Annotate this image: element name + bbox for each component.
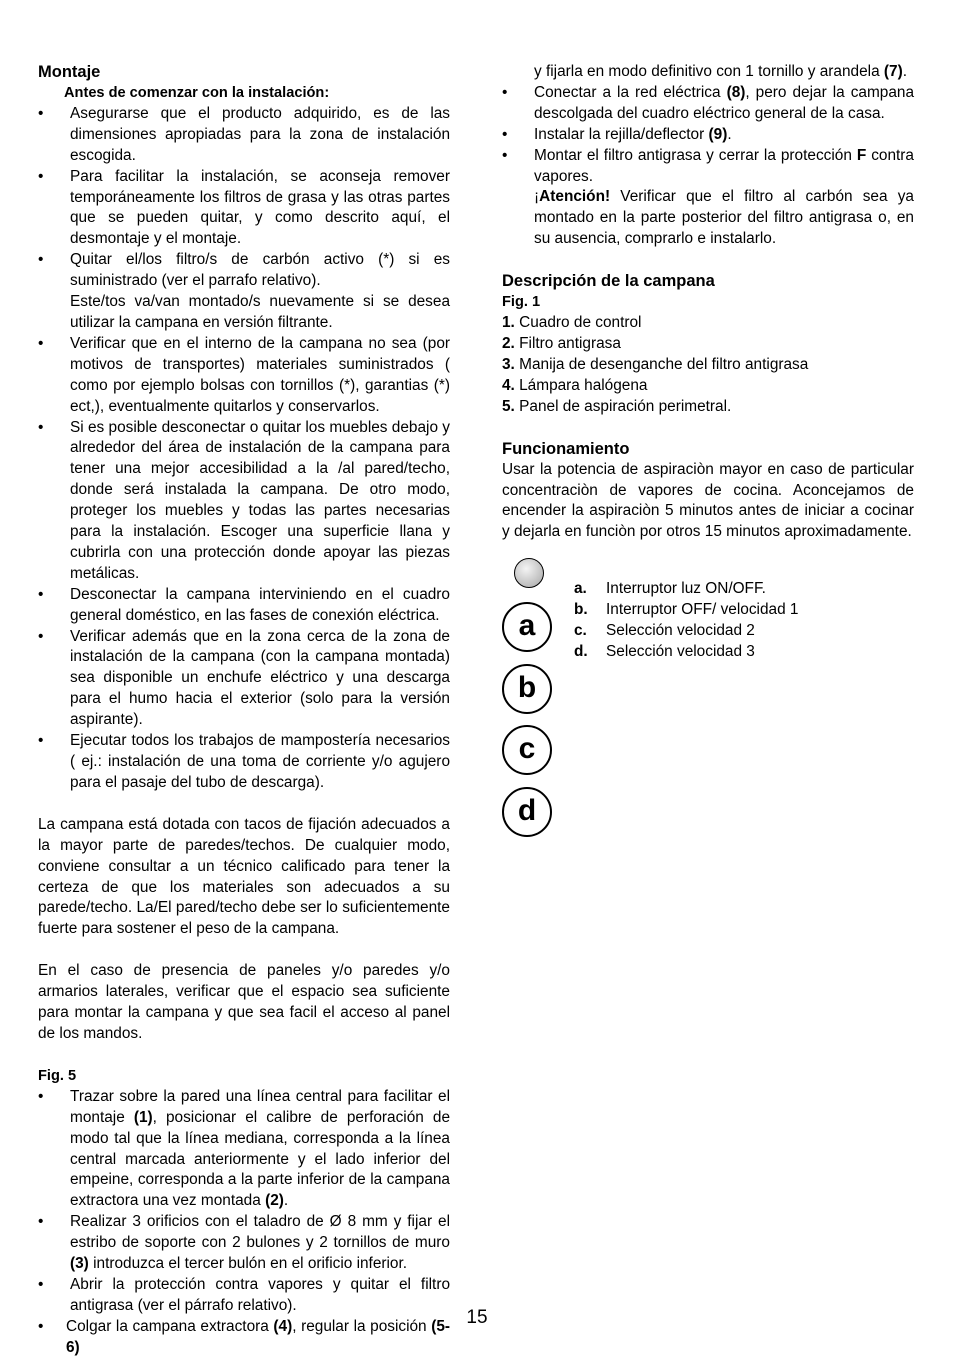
left-column [38, 62, 450, 1359]
continued-text: y fijarla en modo definitivo con 1 tornillo y arandela (7). [534, 63, 907, 80]
operation-heading: Funcionamiento [502, 439, 630, 458]
list-item: 3. Manija de desenganche del filtro antigrasa [502, 355, 809, 373]
list-item [38, 627, 450, 732]
fig5-label: Fig. 5 [38, 1067, 77, 1084]
list-item: 5. Panel de aspiración perimetral. [502, 397, 732, 415]
list-item: 2. Filtro antigrasa [502, 334, 621, 352]
montaje-subheading: Antes de comenzar con la instalación: [64, 85, 330, 101]
description-heading: Descripción de la campana [502, 272, 715, 291]
bullet-text: Para facilitar la instalación, se aconseja remover temporáneamente los filtros de grasa y las otras partes que se pueden quitar, y como descrito aquí, el desmontaje y el montaje. [70, 167, 450, 248]
montaje-bullet-list [38, 104, 450, 794]
list-item [38, 250, 450, 334]
button-d-icon: d [502, 787, 552, 837]
bullet-text: Ejecutar todos los trabajos de mampostería necesarios ( ej.: instalación de una toma de corriente y/o agujero para el pasaje del tubo de descarga). [70, 732, 450, 791]
buttons-legend [574, 579, 798, 663]
bullet-text: Quitar el/los filtro/s de carbón activo (*) si es suministrado (ver el parrafo relativo). [70, 251, 450, 290]
light-indicator-icon [514, 558, 544, 588]
list-item: • Colgar la campana extractora (4), regular la posición (5-6) [38, 1317, 450, 1359]
legend-row: d. Selección velocidad 3 [574, 642, 755, 660]
list-item: • Realizar 3 orificios con el taladro de Ø 8 mm y fijar el estribo de soporte con 2 bulones y 2 tornillos de muro (3) introduzca el tercer bulón en el orificio inferior. [38, 1212, 450, 1275]
list-item: • Abrir la protección contra vapores y quitar el filtro antigrasa (ver el párrafo relativo). [38, 1275, 450, 1317]
page-number: 15 [466, 1307, 488, 1328]
bullet-text: Verificar además que en la zona cerca de la zona de instalación de la campana (con la campana montada) sea disponible un enchufe eléctrico y una descarga para el humo hacia el exterior (solo para la versión aspirante). [70, 627, 450, 729]
fig1-label: Fig. 1 [502, 294, 541, 311]
bullet-text: Si es posible desconectar o quitar los muebles debajo y alrededor del área de instalación de la campana para tener una mejor accesibilidad a la /al pared/techo, donde será instalada la campana. De otro modo, proteger los muebles y todas las partes necesarias para la instalación. Escoger una superficie llana y cubrirla con una protección donde apoyar las piezas metálicas. [70, 418, 450, 582]
fixing-paragraph: La campana está dotada con tacos de fijación adecuados a la mayor parte de paredes/techos. De cualquier modo, conviene consultar a un técnico calificado para tener la certeza de que los materiales son adecuados a su parede/techo. La/El pared/techo debe ser lo suficientemente fuerte para sostener el peso de la campana. [38, 815, 450, 938]
button-c-icon: c [502, 725, 552, 775]
list-item [38, 104, 450, 167]
list-item: • Conectar a la red eléctrica (8), pero dejar la campana descolgada del cuadro eléctrico general de la casa. [502, 83, 914, 125]
side-panels-paragraph: En el caso de presencia de paneles y/o paredes y/o armarios laterales, verificar que el espacio sea suficiente para montar la campana y que sea facil el acceso al panel de los mandos. [38, 962, 450, 1042]
bullet-text: Verificar que en el interno de la campana no sea (por motivos de transportes) materiales suministrados ( como por ejemplo bolsas con tornillos (*), garantias (*) ect,), eventualmente quitarlos y conservarlos. [70, 334, 450, 415]
list-item [38, 418, 450, 585]
list-item: • Trazar sobre la pared una línea central para facilitar el montaje (1), posicionar el calibre de perforación de modo tal que la línea mediana, corresponda a la línea central marcada anteriormente y el lado inferior del empeine, corresponda a la parte inferior de la campana extractora una vez montada (2). [38, 1087, 450, 1212]
button-b-icon: b [502, 664, 552, 714]
attention-note: ¡Atención! Verificar que el filtro al carbón sea ya montado en la parte posterior del filtro antigrasa o, en su ausencia, comprarlo e instalarlo. [534, 188, 914, 248]
installation-bullet-list [502, 83, 914, 250]
legend-row: c. Selección velocidad 2 [574, 621, 755, 639]
operation-paragraph: Usar la potencia de aspiraciòn mayor en caso de particular concentraciòn de vapores de cocina. Aconcejamos de encender la aspiraciòn 5 minutos antes de iniciar a cocinar y dejarla en funciòn por otros 15 minutos aproximadamente. [502, 460, 914, 541]
legend-row: a. Interruptor luz ON/OFF. [574, 580, 766, 597]
list-item [38, 585, 450, 627]
legend-row: b. Interruptor OFF/ velocidad 1 [574, 600, 799, 618]
montaje-heading: Montaje [38, 63, 101, 81]
right-column [502, 62, 914, 543]
list-item [38, 167, 450, 251]
bullet-text: Desconectar la campana interviniendo en el cuadro general doméstico, en las fases de conexión eléctrica. [70, 585, 450, 624]
list-item: • Montar el filtro antigrasa y cerrar la protección F contra vapores. ¡Atención! Verificar que el filtro al carbón sea ya montado en la parte posterior del filtro antigrasa o, en su ausencia, comprarlo e instalarlo. [502, 146, 914, 251]
list-item: • Instalar la rejilla/deflector (9). [502, 125, 914, 146]
parts-list [502, 313, 914, 418]
list-item: 4. Lámpara halógena [502, 376, 648, 394]
list-item [38, 334, 450, 418]
list-item [38, 731, 450, 794]
bullet-extra-text: Este/tos va/van montado/s nuevamente si se desea utilizar la campana en versión filtrante. [70, 293, 450, 331]
list-item: 1. Cuadro de control [502, 314, 642, 332]
button-a-icon: a [502, 602, 552, 652]
bullet-text: Asegurarse que el producto adquirido, es de las dimensiones apropiadas para la zona de instalación escogida. [70, 104, 450, 164]
